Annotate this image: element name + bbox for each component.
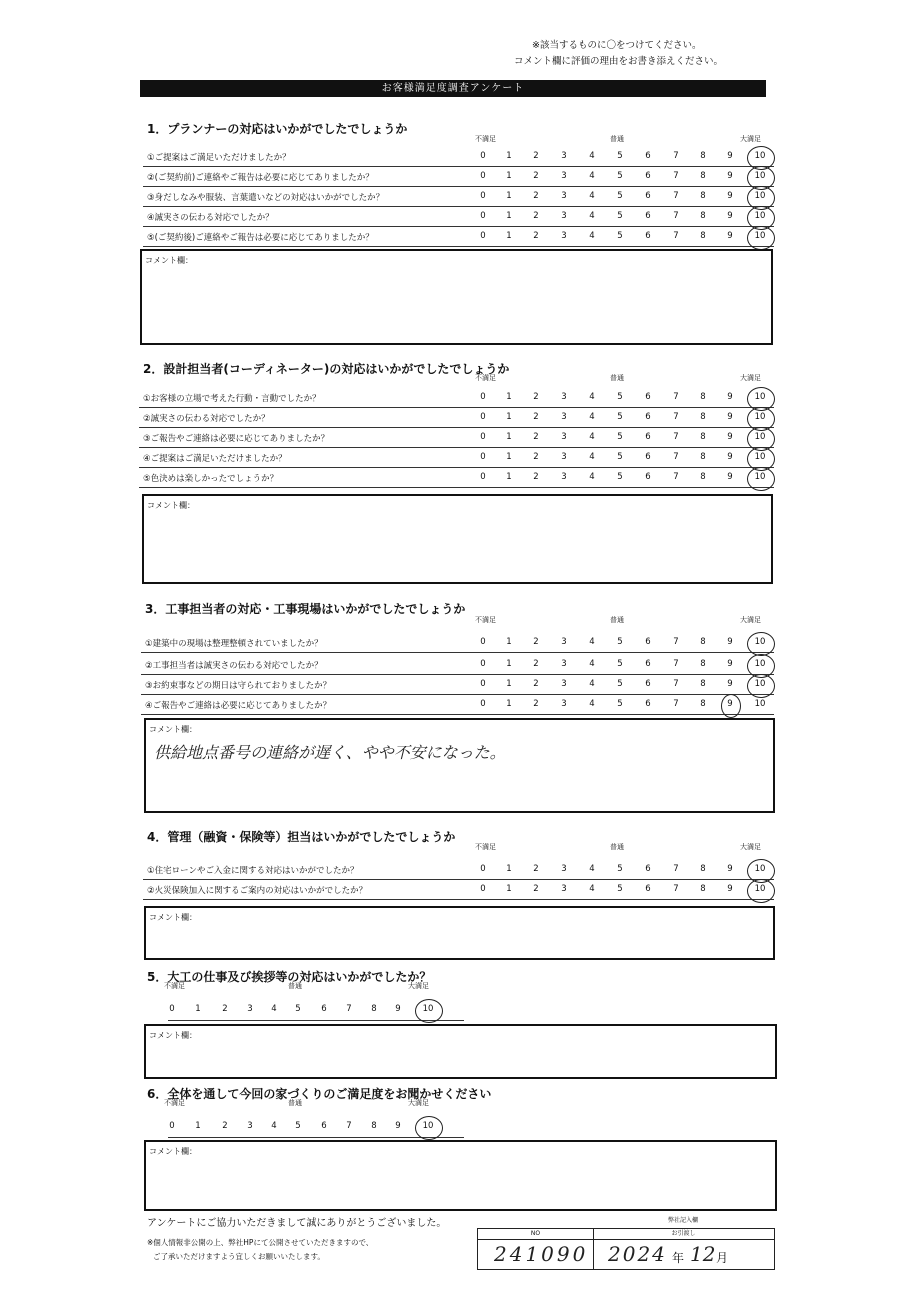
scale-label-low: 不満足 <box>475 616 496 624</box>
rating-option-7[interactable]: 7 <box>673 432 679 442</box>
rating-option-7[interactable]: 7 <box>673 151 679 161</box>
rating-option-3[interactable]: 3 <box>561 412 567 422</box>
rating-option-0[interactable]: 0 <box>169 1004 175 1014</box>
question-text: ⑤色決めは楽しかったでしょうか？ <box>143 474 279 484</box>
rating-option-3[interactable]: 3 <box>561 637 567 647</box>
question-text: ④ご提案はご満足いただけましたか？ <box>143 454 287 464</box>
instruction-circle: ※該当するものに〇をつけてください。 <box>532 40 702 51</box>
question-text: ①建築中の現場は整理整頓されていましたか？ <box>145 639 323 649</box>
rating-option-4[interactable]: 4 <box>589 191 595 201</box>
selected-rating-circle <box>747 879 775 903</box>
rating-option-0[interactable]: 0 <box>480 211 486 221</box>
rating-option-3[interactable]: 3 <box>561 432 567 442</box>
scale-label-high: 大満足 <box>740 843 761 851</box>
comment-label: コメント欄： <box>149 1147 197 1156</box>
month-unit: 月 <box>716 1251 729 1265</box>
year-unit: 年 <box>672 1251 685 1265</box>
rating-option-9[interactable]: 9 <box>395 1121 401 1131</box>
rating-option-7[interactable]: 7 <box>346 1121 352 1131</box>
question-text: ④誠実さの伝わる対応でしたか？ <box>147 213 274 223</box>
scale-label-high: 大満足 <box>740 135 761 143</box>
scale-label-high: 大満足 <box>740 374 761 382</box>
rating-option-1[interactable]: 1 <box>506 679 512 689</box>
question-rule <box>141 674 774 675</box>
selected-rating-circle <box>721 694 741 718</box>
rating-option-1[interactable]: 1 <box>506 659 512 669</box>
rating-option-5[interactable]: 5 <box>617 659 623 669</box>
rating-option-8[interactable]: 8 <box>700 864 706 874</box>
selected-rating-circle <box>415 999 443 1023</box>
rating-option-1[interactable]: 1 <box>506 884 512 894</box>
rating-option-9[interactable]: 9 <box>727 699 733 709</box>
rating-option-2[interactable]: 2 <box>533 412 539 422</box>
rating-option-7[interactable]: 7 <box>673 699 679 709</box>
privacy-line-1: ※個人情報非公開の上、弊社HPにて公開させていただきますので、 <box>147 1238 374 1247</box>
rating-option-7[interactable]: 7 <box>673 637 679 647</box>
rating-option-4[interactable]: 4 <box>589 637 595 647</box>
rating-option-1[interactable]: 1 <box>506 191 512 201</box>
rating-option-0[interactable]: 0 <box>480 392 486 402</box>
rating-option-6[interactable]: 6 <box>645 452 651 462</box>
question-rule <box>139 407 774 408</box>
rating-option-4[interactable]: 4 <box>589 864 595 874</box>
rating-option-10[interactable]: 10 <box>754 472 766 482</box>
rating-option-1[interactable]: 1 <box>506 171 512 181</box>
rating-option-2[interactable]: 2 <box>533 151 539 161</box>
rating-option-7[interactable]: 7 <box>673 884 679 894</box>
rating-option-10[interactable]: 10 <box>754 884 766 894</box>
comment-box[interactable] <box>142 494 773 584</box>
privacy-line-2: ご了承いただけますよう宜しくお願いいたします。 <box>153 1252 325 1261</box>
rating-option-8[interactable]: 8 <box>700 231 706 241</box>
rating-option-1[interactable]: 1 <box>506 699 512 709</box>
rating-option-10[interactable]: 10 <box>422 1121 434 1131</box>
rating-option-3[interactable]: 3 <box>561 151 567 161</box>
rating-option-9[interactable]: 9 <box>727 151 733 161</box>
rating-option-1[interactable]: 1 <box>506 472 512 482</box>
rating-option-1[interactable]: 1 <box>506 637 512 647</box>
rating-option-8[interactable]: 8 <box>700 452 706 462</box>
rating-option-4[interactable]: 4 <box>589 679 595 689</box>
question-text: ③身だしなみや服装、言葉遣いなどの対応はいかがでしたか？ <box>147 193 385 203</box>
comment-label: コメント欄： <box>145 256 193 265</box>
question-rule <box>143 899 774 900</box>
office-use-table <box>477 1217 775 1270</box>
rating-option-10[interactable]: 10 <box>754 659 766 669</box>
question-rule <box>143 206 774 207</box>
rating-option-7[interactable]: 7 <box>673 231 679 241</box>
instruction-comment: コメント欄に評価の理由をお書き添えください。 <box>514 56 724 67</box>
rating-option-6[interactable]: 6 <box>645 679 651 689</box>
rating-option-5[interactable]: 5 <box>617 151 623 161</box>
question-text: ②工事担当者は誠実さの伝わる対応でしたか？ <box>145 661 323 671</box>
rating-option-10[interactable]: 10 <box>754 211 766 221</box>
rating-option-0[interactable]: 0 <box>480 637 486 647</box>
rating-option-10[interactable]: 10 <box>754 231 766 241</box>
rating-option-8[interactable]: 8 <box>700 211 706 221</box>
rating-option-9[interactable]: 9 <box>727 679 733 689</box>
selected-rating-circle <box>747 226 775 250</box>
rating-option-2[interactable]: 2 <box>533 392 539 402</box>
question-rule <box>139 447 774 448</box>
scale-label-high: 大満足 <box>408 982 429 990</box>
comment-box[interactable] <box>140 249 773 345</box>
rating-option-8[interactable]: 8 <box>700 412 706 422</box>
rating-option-6[interactable]: 6 <box>645 392 651 402</box>
question-text: ①お客様の立場で考えた行動・言動でしたか？ <box>143 394 321 404</box>
rating-option-4[interactable]: 4 <box>589 699 595 709</box>
handover-year: 2024 <box>608 1242 667 1266</box>
rating-option-6[interactable]: 6 <box>645 151 651 161</box>
rating-option-0[interactable]: 0 <box>480 864 486 874</box>
rating-option-9[interactable]: 9 <box>727 637 733 647</box>
rating-option-2[interactable]: 2 <box>533 679 539 689</box>
rating-option-6[interactable]: 6 <box>645 432 651 442</box>
question-rule <box>141 652 774 653</box>
rating-option-3[interactable]: 3 <box>247 1004 253 1014</box>
rating-option-2[interactable]: 2 <box>533 191 539 201</box>
rating-option-4[interactable]: 4 <box>589 472 595 482</box>
rating-option-1[interactable]: 1 <box>506 452 512 462</box>
rating-option-4[interactable]: 4 <box>589 171 595 181</box>
rating-option-5[interactable]: 5 <box>617 884 623 894</box>
question-text: ⑤(ご契約後)ご連絡やご報告は必要に応じてありましたか？ <box>147 233 374 243</box>
question-rule <box>139 467 774 468</box>
rating-option-0[interactable]: 0 <box>480 412 486 422</box>
rating-option-6[interactable]: 6 <box>645 637 651 647</box>
rating-option-5[interactable]: 5 <box>617 637 623 647</box>
rating-option-6[interactable]: 6 <box>645 231 651 241</box>
rating-option-9[interactable]: 9 <box>727 392 733 402</box>
scale-label-mid: 普通 <box>610 374 624 382</box>
survey-banner: お客様満足度調査アンケート <box>140 80 766 97</box>
question-text: ①ご提案はご満足いただけましたか？ <box>147 153 291 163</box>
rating-option-2[interactable]: 2 <box>533 699 539 709</box>
question-rule <box>143 226 774 227</box>
rating-option-10[interactable]: 10 <box>754 151 766 161</box>
rating-option-3[interactable]: 3 <box>561 211 567 221</box>
comment-box[interactable] <box>144 718 775 813</box>
rating-option-10[interactable]: 10 <box>754 637 766 647</box>
rating-option-9[interactable]: 9 <box>727 432 733 442</box>
rating-option-0[interactable]: 0 <box>480 452 486 462</box>
rating-option-3[interactable]: 3 <box>561 231 567 241</box>
rating-option-2[interactable]: 2 <box>533 637 539 647</box>
rating-option-4[interactable]: 4 <box>589 884 595 894</box>
question-text: ④ご報告やご連絡は必要に応じてありましたか？ <box>145 701 332 711</box>
comment-label: コメント欄： <box>149 1031 197 1040</box>
rating-option-3[interactable]: 3 <box>561 171 567 181</box>
rating-option-1[interactable]: 1 <box>506 211 512 221</box>
rating-option-3[interactable]: 3 <box>561 864 567 874</box>
rating-option-6[interactable]: 6 <box>645 472 651 482</box>
scale-label-low: 不満足 <box>475 374 496 382</box>
rating-option-5[interactable]: 5 <box>617 864 623 874</box>
question-rule <box>143 166 774 167</box>
rating-option-8[interactable]: 8 <box>700 151 706 161</box>
rating-option-8[interactable]: 8 <box>700 699 706 709</box>
scale-label-low: 不満足 <box>164 1099 185 1107</box>
handover-label: お引渡し <box>671 1230 696 1237</box>
rating-option-3[interactable]: 3 <box>561 659 567 669</box>
rating-option-8[interactable]: 8 <box>700 679 706 689</box>
selected-rating-circle <box>747 632 775 656</box>
no-label: NO <box>530 1230 541 1237</box>
rating-option-1[interactable]: 1 <box>195 1004 201 1014</box>
rating-option-2[interactable]: 2 <box>533 659 539 669</box>
rating-option-6[interactable]: 6 <box>645 211 651 221</box>
rating-option-0[interactable]: 0 <box>480 432 486 442</box>
rating-option-5[interactable]: 5 <box>617 191 623 201</box>
rating-option-9[interactable]: 9 <box>727 884 733 894</box>
rating-option-7[interactable]: 7 <box>673 412 679 422</box>
rating-option-1[interactable]: 1 <box>506 432 512 442</box>
rating-option-8[interactable]: 8 <box>371 1004 377 1014</box>
rating-option-7[interactable]: 7 <box>673 392 679 402</box>
rating-option-8[interactable]: 8 <box>700 637 706 647</box>
rating-option-4[interactable]: 4 <box>589 151 595 161</box>
rating-option-5[interactable]: 5 <box>617 432 623 442</box>
rating-option-0[interactable]: 0 <box>480 472 486 482</box>
rating-option-1[interactable]: 1 <box>506 151 512 161</box>
rating-option-6[interactable]: 6 <box>321 1004 327 1014</box>
question-rule <box>141 694 774 695</box>
rating-option-8[interactable]: 8 <box>700 884 706 894</box>
selected-rating-circle <box>415 1116 443 1140</box>
rating-option-0[interactable]: 0 <box>480 151 486 161</box>
rating-option-7[interactable]: 7 <box>673 191 679 201</box>
rating-option-2[interactable]: 2 <box>222 1004 228 1014</box>
rating-option-6[interactable]: 6 <box>645 884 651 894</box>
rating-option-3[interactable]: 3 <box>561 452 567 462</box>
selected-rating-circle <box>747 467 775 491</box>
rating-option-7[interactable]: 7 <box>673 452 679 462</box>
rating-option-6[interactable]: 6 <box>645 659 651 669</box>
question-text: ②誠実さの伝わる対応でしたか？ <box>143 414 270 424</box>
rating-option-5[interactable]: 5 <box>617 211 623 221</box>
comment-label: コメント欄： <box>147 501 195 510</box>
rating-option-6[interactable]: 6 <box>645 699 651 709</box>
rating-option-10[interactable]: 10 <box>754 171 766 181</box>
rating-option-7[interactable]: 7 <box>673 864 679 874</box>
rating-option-3[interactable]: 3 <box>561 699 567 709</box>
rating-option-0[interactable]: 0 <box>169 1121 175 1131</box>
rating-option-4[interactable]: 4 <box>589 392 595 402</box>
rating-option-0[interactable]: 0 <box>480 659 486 669</box>
question-rule <box>141 714 774 715</box>
rating-option-1[interactable]: 1 <box>506 412 512 422</box>
rating-option-4[interactable]: 4 <box>271 1121 277 1131</box>
rating-option-6[interactable]: 6 <box>645 191 651 201</box>
section-title: 3．工事担当者の対応・工事現場はいかがでしたでしょうか <box>145 602 466 616</box>
rating-option-8[interactable]: 8 <box>700 472 706 482</box>
question-text: ③お約束事などの期日は守られておりましたか？ <box>145 681 332 691</box>
rating-option-10[interactable]: 10 <box>754 679 766 689</box>
selected-rating-circle <box>747 674 775 698</box>
rating-option-6[interactable]: 6 <box>645 171 651 181</box>
rating-option-4[interactable]: 4 <box>271 1004 277 1014</box>
rating-option-8[interactable]: 8 <box>700 171 706 181</box>
rating-option-9[interactable]: 9 <box>727 231 733 241</box>
rating-option-1[interactable]: 1 <box>506 392 512 402</box>
rating-option-0[interactable]: 0 <box>480 191 486 201</box>
rating-option-6[interactable]: 6 <box>645 412 651 422</box>
rating-option-3[interactable]: 3 <box>561 679 567 689</box>
rating-option-9[interactable]: 9 <box>727 412 733 422</box>
question-rule <box>143 879 774 880</box>
scale-label-low: 不満足 <box>164 982 185 990</box>
rating-option-6[interactable]: 6 <box>645 864 651 874</box>
scale-label-high: 大満足 <box>408 1099 429 1107</box>
question-rule <box>139 427 774 428</box>
rating-option-7[interactable]: 7 <box>673 659 679 669</box>
comment-label: コメント欄： <box>149 725 197 734</box>
rating-option-5[interactable]: 5 <box>617 412 623 422</box>
rating-option-10[interactable]: 10 <box>754 191 766 201</box>
rating-option-2[interactable]: 2 <box>533 432 539 442</box>
comment-box[interactable] <box>144 1024 777 1079</box>
section-title: 5．大工の仕事及び挨拶等の対応はいかがでしたか？ <box>147 970 432 984</box>
rating-option-4[interactable]: 4 <box>589 412 595 422</box>
office-use-label: 弊社記入欄 <box>667 1217 698 1224</box>
rating-option-5[interactable]: 5 <box>295 1004 301 1014</box>
rating-option-9[interactable]: 9 <box>727 864 733 874</box>
rating-option-3[interactable]: 3 <box>561 392 567 402</box>
scale-label-mid: 普通 <box>610 843 624 851</box>
rating-option-10[interactable]: 10 <box>754 392 766 402</box>
rating-option-9[interactable]: 9 <box>727 171 733 181</box>
scale-label-mid: 普通 <box>288 1099 302 1107</box>
rating-option-5[interactable]: 5 <box>617 699 623 709</box>
rating-option-4[interactable]: 4 <box>589 231 595 241</box>
rating-option-7[interactable]: 7 <box>673 472 679 482</box>
rating-option-1[interactable]: 1 <box>195 1121 201 1131</box>
rating-option-2[interactable]: 2 <box>222 1121 228 1131</box>
rating-option-9[interactable]: 9 <box>727 211 733 221</box>
rating-option-2[interactable]: 2 <box>533 211 539 221</box>
scale-label-mid: 普通 <box>288 982 302 990</box>
rating-option-9[interactable]: 9 <box>727 472 733 482</box>
rating-option-9[interactable]: 9 <box>727 452 733 462</box>
rating-option-3[interactable]: 3 <box>561 884 567 894</box>
rating-option-2[interactable]: 2 <box>533 472 539 482</box>
rating-option-5[interactable]: 5 <box>617 171 623 181</box>
rating-option-2[interactable]: 2 <box>533 864 539 874</box>
comment-text: 供給地点番号の連絡が遅く、やや不安になった。 <box>154 743 506 762</box>
rating-option-7[interactable]: 7 <box>673 679 679 689</box>
rating-option-5[interactable]: 5 <box>617 392 623 402</box>
comment-box[interactable] <box>144 906 775 960</box>
question-rule <box>143 186 774 187</box>
survey-number: 241090 <box>494 1242 589 1266</box>
rating-option-7[interactable]: 7 <box>673 211 679 221</box>
rating-option-1[interactable]: 1 <box>506 864 512 874</box>
rating-option-9[interactable]: 9 <box>395 1004 401 1014</box>
rating-option-0[interactable]: 0 <box>480 699 486 709</box>
rating-option-0[interactable]: 0 <box>480 231 486 241</box>
scale-label-mid: 普通 <box>610 616 624 624</box>
rating-option-3[interactable]: 3 <box>561 191 567 201</box>
rating-option-2[interactable]: 2 <box>533 231 539 241</box>
rating-option-8[interactable]: 8 <box>700 659 706 669</box>
rating-option-1[interactable]: 1 <box>506 231 512 241</box>
scale-label-mid: 普通 <box>610 135 624 143</box>
handover-month: 12 <box>690 1242 716 1266</box>
rating-option-10[interactable]: 10 <box>754 432 766 442</box>
rating-option-0[interactable]: 0 <box>480 679 486 689</box>
rating-option-5[interactable]: 5 <box>617 231 623 241</box>
scale-label-high: 大満足 <box>740 616 761 624</box>
rating-option-2[interactable]: 2 <box>533 452 539 462</box>
section-title: 4．管理（融資・保険等）担当はいかがでしたでしょうか <box>147 830 456 844</box>
rating-option-8[interactable]: 8 <box>700 392 706 402</box>
rating-option-4[interactable]: 4 <box>589 211 595 221</box>
rating-option-5[interactable]: 5 <box>617 679 623 689</box>
rating-option-8[interactable]: 8 <box>700 432 706 442</box>
question-text: ①住宅ローンやご入金に関する対応はいかがでしたか？ <box>147 866 359 876</box>
rating-option-3[interactable]: 3 <box>561 472 567 482</box>
rating-option-10[interactable]: 10 <box>754 699 766 709</box>
section-title: 2．設計担当者(コーディネーター)の対応はいかがでしたでしょうか <box>143 362 510 376</box>
scale-label-low: 不満足 <box>475 843 496 851</box>
rating-option-0[interactable]: 0 <box>480 171 486 181</box>
question-rule <box>139 487 774 488</box>
rating-option-2[interactable]: 2 <box>533 171 539 181</box>
rating-option-5[interactable]: 5 <box>617 472 623 482</box>
rating-option-6[interactable]: 6 <box>321 1121 327 1131</box>
rating-option-10[interactable]: 10 <box>754 864 766 874</box>
question-text: ②(ご契約前)ご連絡やご報告は必要に応じてありましたか？ <box>147 173 374 183</box>
rating-option-5[interactable]: 5 <box>617 452 623 462</box>
rating-option-4[interactable]: 4 <box>589 432 595 442</box>
rating-option-7[interactable]: 7 <box>346 1004 352 1014</box>
rating-option-4[interactable]: 4 <box>589 659 595 669</box>
question-text: ③ご報告やご連絡は必要に応じてありましたか？ <box>143 434 330 444</box>
comment-box[interactable] <box>144 1140 777 1211</box>
rating-option-9[interactable]: 9 <box>727 659 733 669</box>
scale-label-low: 不満足 <box>475 135 496 143</box>
section-title: 6．全体を通して今回の家づくりのご満足度をお聞かせください <box>147 1087 492 1101</box>
rating-option-2[interactable]: 2 <box>533 884 539 894</box>
rating-option-10[interactable]: 10 <box>754 412 766 422</box>
rating-option-4[interactable]: 4 <box>589 452 595 462</box>
rating-option-0[interactable]: 0 <box>480 884 486 894</box>
rating-option-8[interactable]: 8 <box>700 191 706 201</box>
thanks-text: アンケートにご協力いただきまして誠にありがとうございました。 <box>147 1218 447 1229</box>
rating-option-10[interactable]: 10 <box>754 452 766 462</box>
rating-option-3[interactable]: 3 <box>247 1121 253 1131</box>
rating-option-8[interactable]: 8 <box>371 1121 377 1131</box>
rating-option-10[interactable]: 10 <box>422 1004 434 1014</box>
rating-option-9[interactable]: 9 <box>727 191 733 201</box>
rating-option-5[interactable]: 5 <box>295 1121 301 1131</box>
comment-label: コメント欄： <box>149 913 197 922</box>
question-rule <box>143 246 774 247</box>
section-title: 1．プランナーの対応はいかがでしたでしょうか <box>147 122 408 136</box>
rating-option-7[interactable]: 7 <box>673 171 679 181</box>
question-text: ②火災保険加入に関するご案内の対応はいかがでしたか？ <box>147 886 368 896</box>
